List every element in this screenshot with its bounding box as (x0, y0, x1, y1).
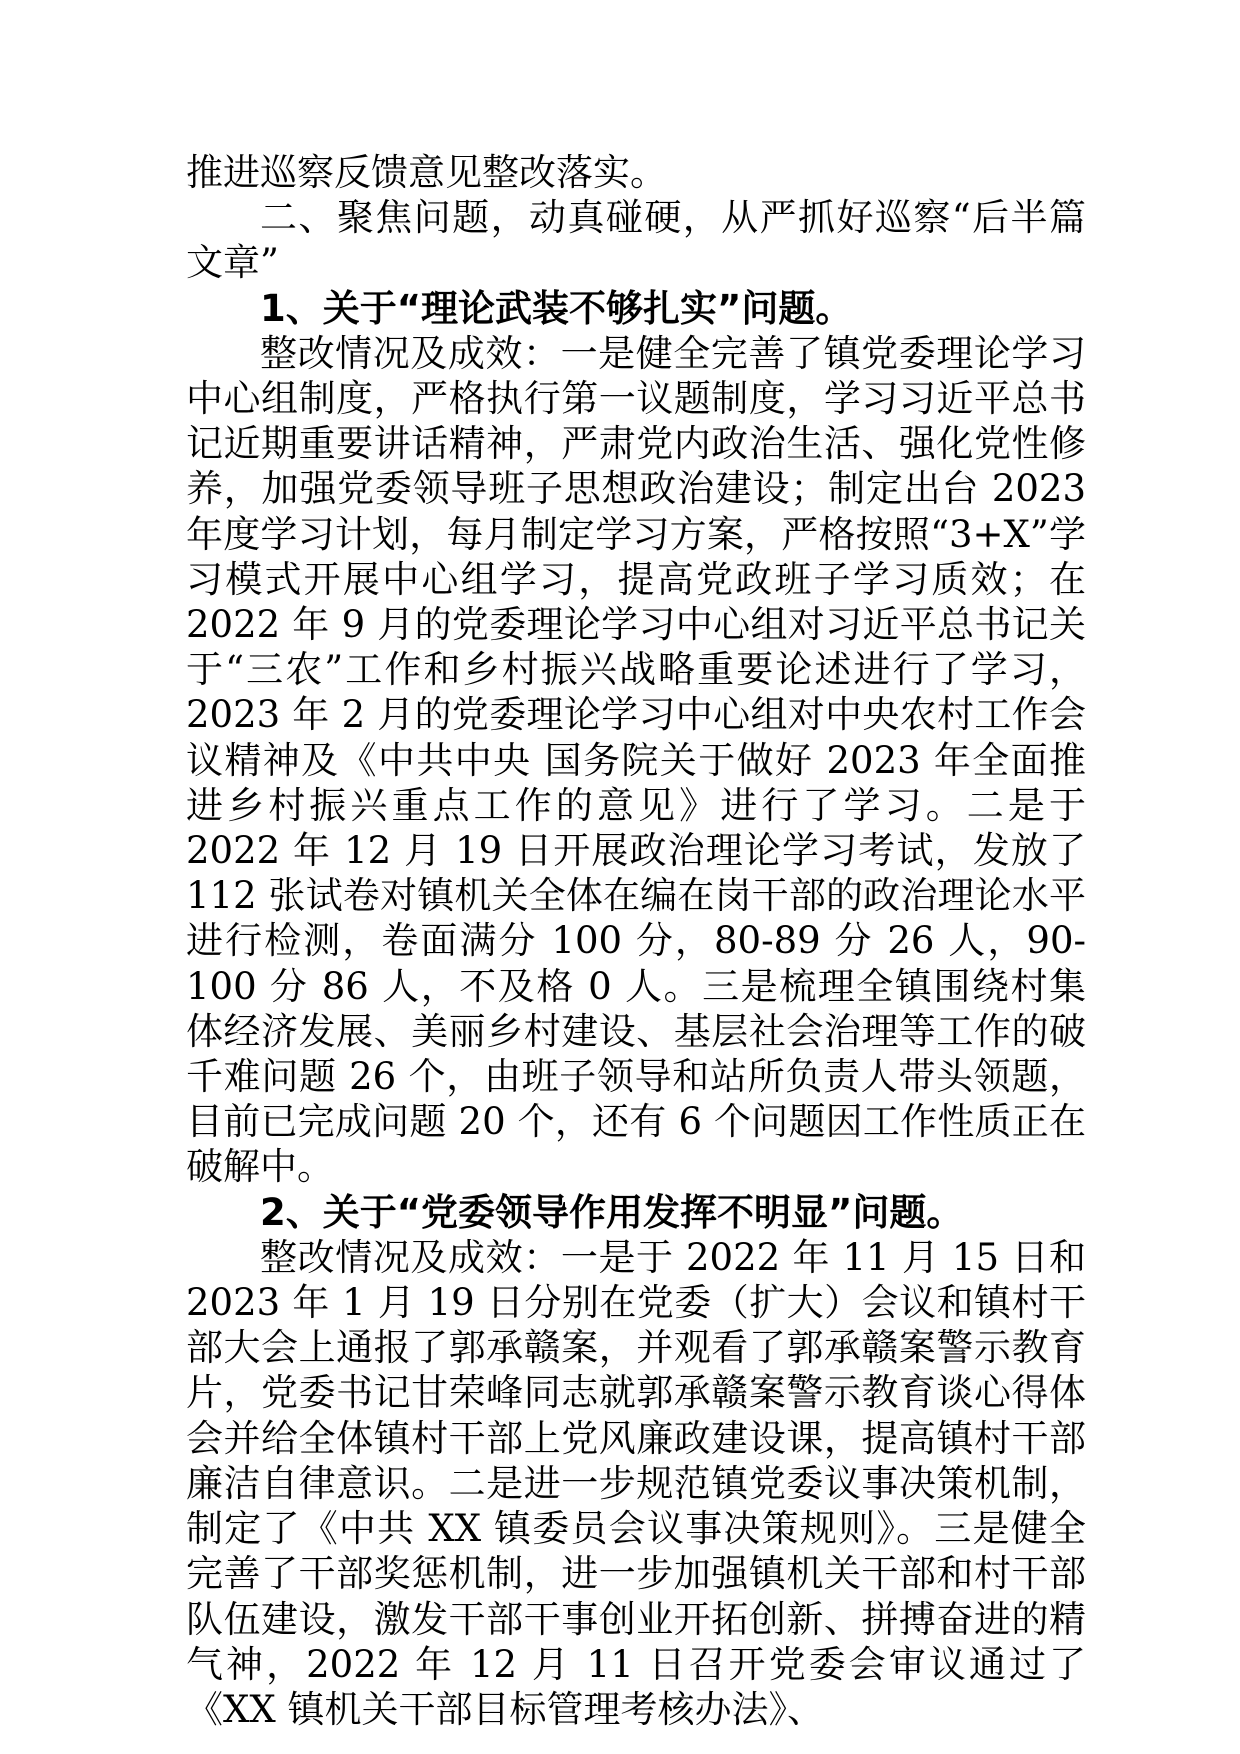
item1-heading: 1、关于“理论武装不够扎实”问题。 (260, 286, 853, 330)
item2-heading: 2、关于“党委领导作用发挥不明显”问题。 (260, 1190, 964, 1234)
section-title: 二、聚焦问题，动真碰硬，从严抓好巡察“后半篇文章” (186, 196, 1086, 285)
opening-line: 推进巡察反馈意见整改落实。 (186, 151, 667, 194)
item2-body: 整改情况及成效：一是于 2022 年 11 月 15 日和 2023 年 1 月 19 日分别在党委（扩大）会议和镇村干部大会上通报了郭承赣案，并观看了郭承赣案警示教育片，党委书记甘荣峰同志就郭承赣案警示教育谈心得体会并给全体镇村干部上党风廉政建设课，提高镇村干部廉洁自律意识。二是进一步规范镇党委议事决策机制，制定了《中共 XX 镇委员会议事决策规则》。三是健全完善了干部奖惩机制，进一步加强镇机关干部和村干部队伍建设，激发干部干事创业开拓创新、拼搏奋进的精气神，2022 年 12 月 11 日召开党委会审议通过了《XX 镇机关干部目标管理考核办法》、 (186, 1235, 1086, 1731)
document-page (186, 150, 1086, 1732)
item1-body: 整改情况及成效：一是健全完善了镇党委理论学习中心组制度，严格执行第一议题制度，学习习近平总书记近期重要讲话精神，严肃党内政治生活、强化党性修养，加强党委领导班子思想政治建设；制定出台 2023 年度学习计划，每月制定学习方案，严格按照“3+X”学习模式开展中心组学习，提高党政班子学习质效；在 2022 年 9 月的党委理论学习中心组对习近平总书记关于“三农”工作和乡村振兴战略重要论述进行了学习，2023 年 2 月的党委理论学习中心组对中央农村工作会议精神及《中共中央 国务院关于做好 2023 年全面推进乡村振兴重点工作的意见》进行了学习。二是于 2022 年 12 月 19 日开展政治理论学习考试，发放了 112 张试卷对镇机关全体在编在岗干部的政治理论水平进行检测，卷面满分 100 分，80-89 分 26 人，90-100 分 86 人，不及格 0 人。三是梳理全镇围绕村集体经济发展、美丽乡村建设、基层社会治理等工作的破千难问题 26 个，由班子领导和站所负责人带头领题，目前已完成问题 20 个，还有 6 个问题因工作性质正在破解中。 (186, 331, 1086, 1189)
